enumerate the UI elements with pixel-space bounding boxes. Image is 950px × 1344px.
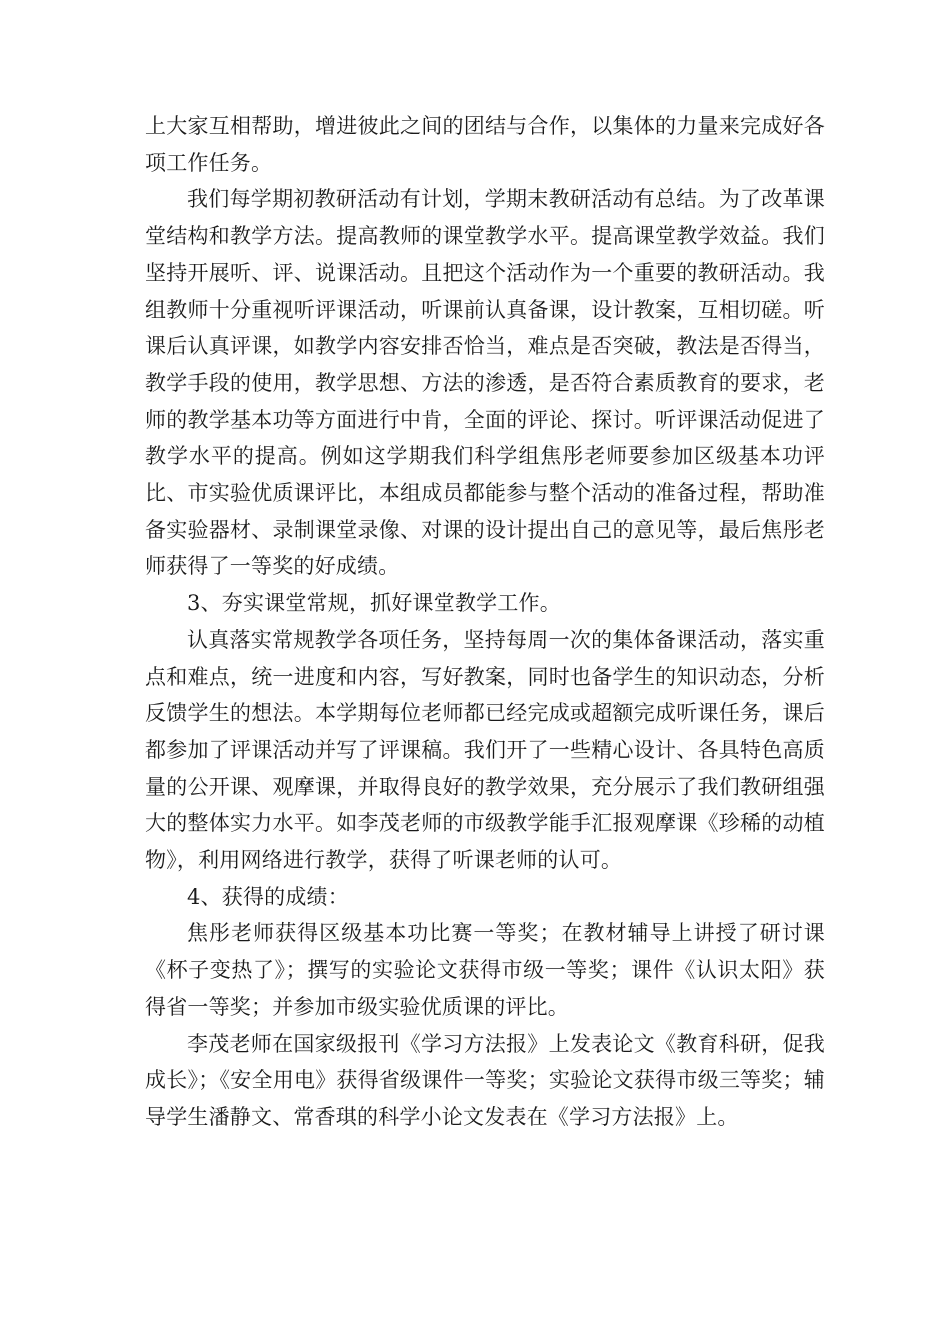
paragraph-5: 李茂老师在国家级报刊《学习方法报》上发表论文《教育科研，促我成长》；《安全用电》获得省级课件一等奖；实验论文获得市级三等奖；辅导学生潘静文、常香琪的科学小论文发表在《学习方法报》上。	[145, 1031, 825, 1129]
section-heading-3: 3、夯实课堂常规，抓好课堂教学工作。	[187, 591, 561, 616]
paragraph-2: 我们每学期初教研活动有计划，学期末教研活动有总结。为了改革课堂结构和教学方法。提高教师的课堂教学水平。提高课堂教学效益。我们坚持开展听、评、说课活动。且把这个活动作为一个重要的教研活动。我组教师十分重视听评课活动，听课前认真备课，设计教案，互相切磋。听课后认真评课，如教学内容安排否恰当，难点是否突破，教法是否得当，教学手段的使用，教学思想、方法的渗透，是否符合素质教育的要求，老师的教学基本功等方面进行中肯，全面的评论、探讨。听评课活动促进了教学水平的提高。例如这学期我们科学组焦彤老师要参加区级基本功评比、市实验优质课评比，本组成员都能参与整个活动的准备过程，帮助准备实验器材、录制课堂录像、对课的设计提出自己的意见等，最后焦彤老师获得了一等奖的好成绩。	[145, 187, 825, 579]
document-body	[145, 108, 825, 1136]
section-heading-4: 4、获得的成绩：	[187, 884, 349, 909]
paragraph-4: 焦彤老师获得区级基本功比赛一等奖；在教材辅导上讲授了研讨课《杯子变热了》；撰写的实验论文获得市级一等奖；课件《认识太阳》获得省一等奖；并参加市级实验优质课的评比。	[145, 921, 825, 1019]
paragraph-3: 认真落实常规教学各项任务，坚持每周一次的集体备课活动，落实重点和难点，统一进度和内容，写好教案，同时也备学生的知识动态，分析反馈学生的想法。本学期每位老师都已经完成或超额完成听课任务，课后都参加了评课活动并写了评课稿。我们开了一些精心设计、各具特色高质量的公开课、观摩课，并取得良好的教学效果，充分展示了我们教研组强大的整体实力水平。如李茂老师的市级教学能手汇报观摩课《珍稀的动植物》，利用网络进行教学，获得了听课老师的认可。	[145, 627, 825, 873]
paragraph-1: 上大家互相帮助，增进彼此之间的团结与合作，以集体的力量来完成好各项工作任务。	[145, 114, 825, 175]
